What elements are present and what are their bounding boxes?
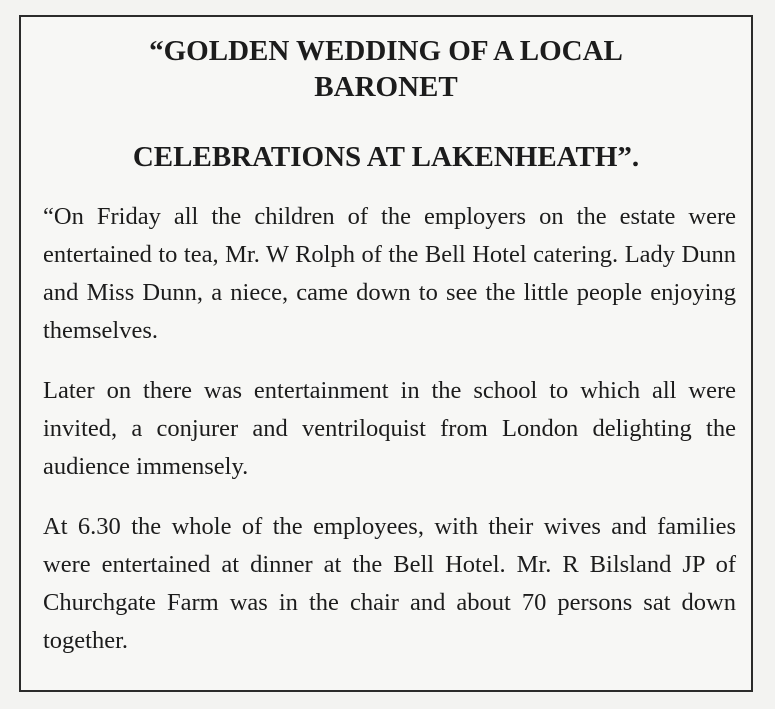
article-frame (19, 15, 753, 692)
paragraph-1: “On Friday all the children of the employers on the estate were entertained to tea, Mr. W Rolph of the Bell Hotel catering. Lady Dunn and Miss Dunn, a niece, came down to see the little people enjoying themselves. (43, 203, 736, 344)
headline-block (21, 33, 751, 105)
headline-line-1: “GOLDEN WEDDING OF A LOCAL (149, 35, 623, 67)
paragraph-2: Later on there was entertainment in the school to which all were invited, a conjurer and ventriloquist from London delighting the audience immensely. (43, 377, 736, 480)
subheadline: CELEBRATIONS AT LAKENHEATH”. (132, 141, 640, 173)
paragraph-3: At 6.30 the whole of the employees, with their wives and families were entertained at dinner at the Bell Hotel. Mr. R Bilsland JP of Churchgate Farm was in the chair and about 70 persons sat down together. (43, 513, 736, 654)
headline-line-2: BARONET (314, 71, 458, 103)
